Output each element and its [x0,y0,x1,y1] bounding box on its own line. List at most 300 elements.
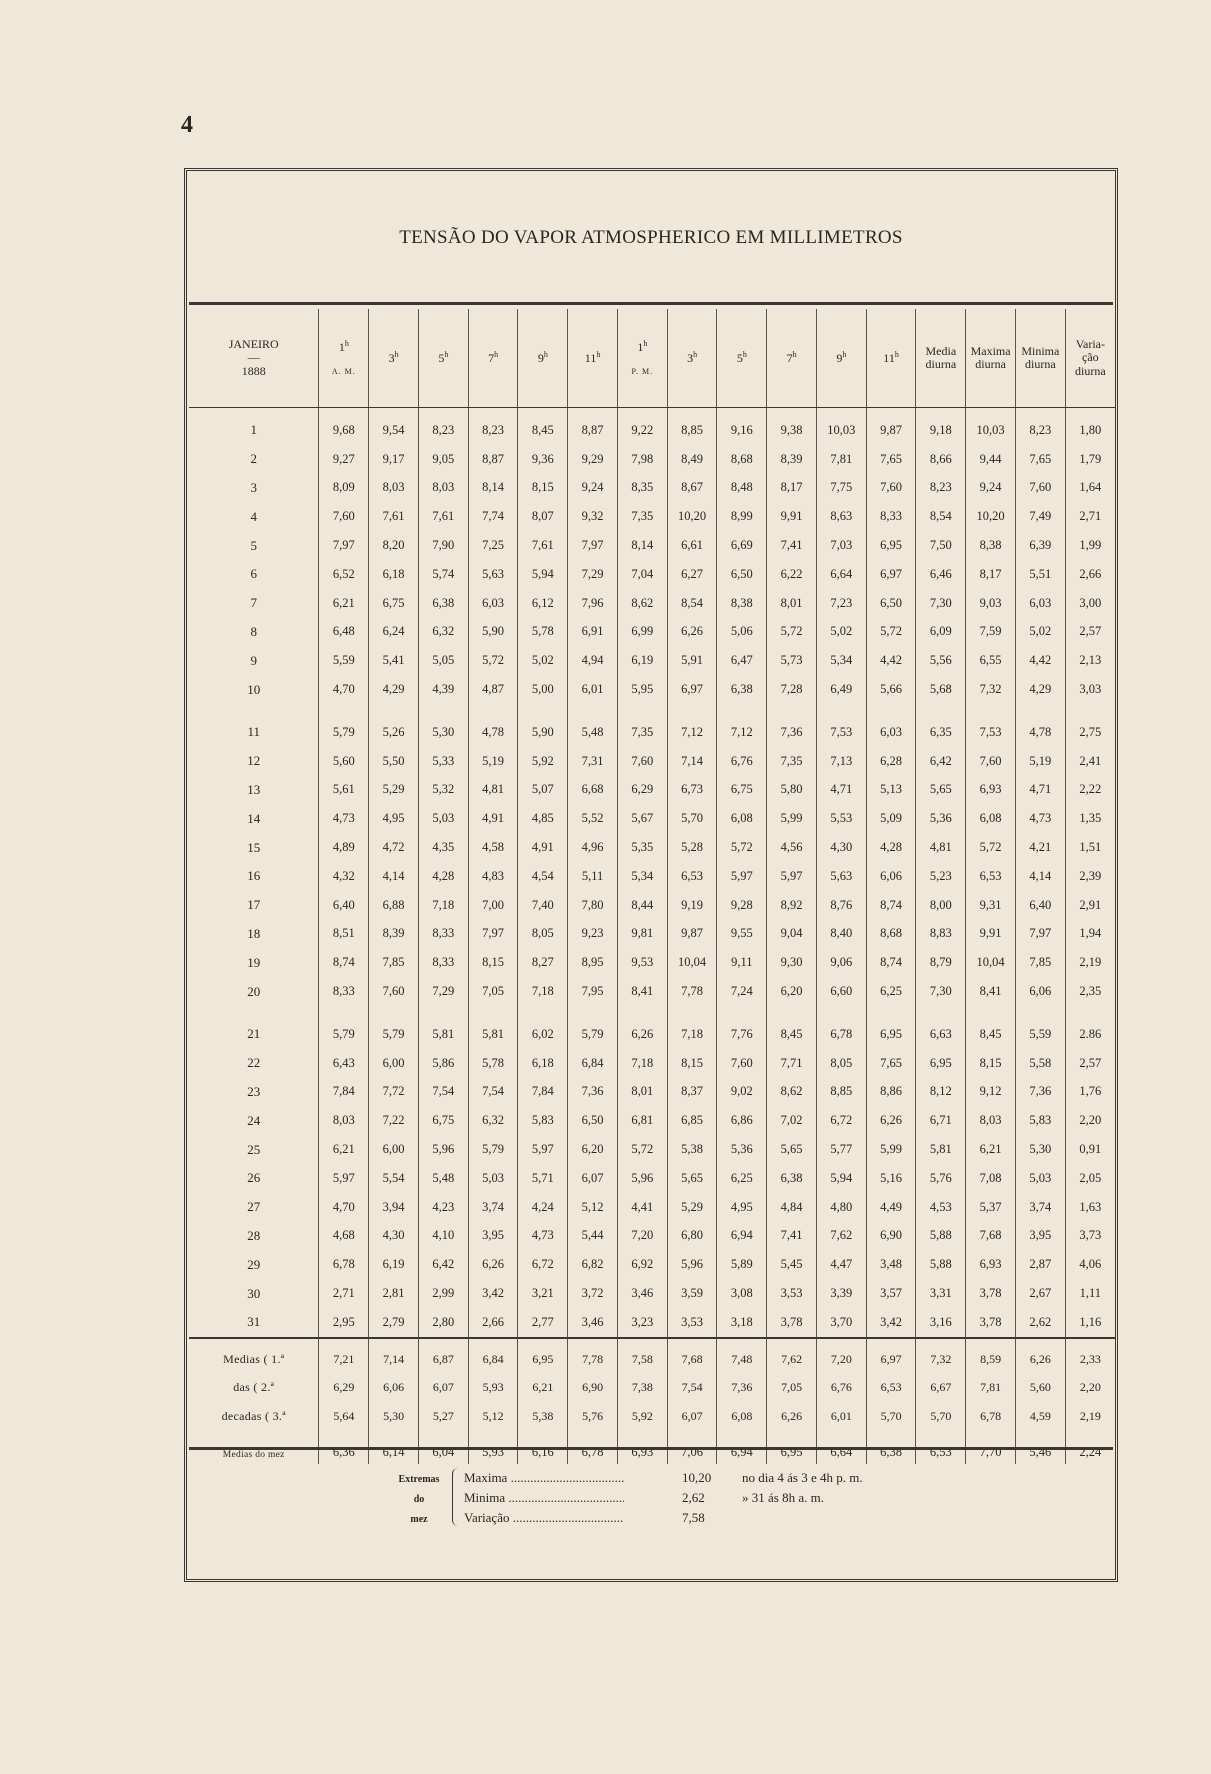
month-mean-value: 6,14 [369,1431,419,1464]
value-cell: 4,24 [518,1193,568,1222]
value-cell: 7,41 [767,1222,817,1251]
value-cell: 4,83 [468,862,518,891]
gap-cell [617,1006,667,1020]
value-cell: 1,80 [1065,408,1115,445]
decade-value-cell: 6,87 [418,1338,468,1374]
value-cell: 8,54 [916,502,966,531]
value-cell: 6,42 [418,1250,468,1279]
value-cell: 1,76 [1065,1078,1115,1107]
value-cell: 5,78 [518,618,568,647]
month-mean-value: 6,04 [418,1431,468,1464]
value-cell: 6,06 [866,862,916,891]
gap-cell [617,704,667,718]
value-cell: 5,03 [468,1164,518,1193]
value-cell: 6,53 [966,862,1016,891]
value-cell: 5,44 [568,1222,618,1251]
value-cell: 7,20 [617,1222,667,1251]
table-row [189,675,1115,704]
value-cell: 7,14 [667,747,717,776]
value-cell: 6,69 [717,531,767,560]
value-cell: 7,95 [568,977,618,1006]
decade-label-cell: decadas ( 3.ª [221,1409,286,1424]
value-cell: 4,73 [319,804,369,833]
value-cell: 6,32 [468,1106,518,1135]
value-cell: 4,42 [866,646,916,675]
value-cell: 4,54 [518,862,568,891]
value-cell: 8,86 [866,1078,916,1107]
value-cell: 3,59 [667,1279,717,1308]
value-cell: 5,45 [767,1250,817,1279]
value-cell: 4,56 [767,833,817,862]
decade-value-cell: 7,54 [667,1374,717,1403]
table-row [189,560,1115,589]
value-cell: 5,99 [866,1135,916,1164]
value-cell: 8,45 [518,408,568,445]
hour-suffix: h [693,349,698,359]
table-row [189,948,1115,977]
value-cell: 8,38 [717,589,767,618]
decade-value-cell: 2,20 [1065,1374,1115,1403]
hour-number: 5 [438,350,445,365]
value-cell: 5,32 [418,776,468,805]
value-cell: 6,84 [568,1049,618,1078]
value-cell: 8,12 [916,1078,966,1107]
variacao-diurna-header [1065,309,1115,408]
table-row [189,977,1115,1006]
month-mean-value: 6,94 [717,1431,767,1464]
value-cell: 8,03 [319,1106,369,1135]
value-cell: 6,35 [916,718,966,747]
day-cell: 11 [247,724,260,740]
value-cell: 7,08 [966,1164,1016,1193]
month-mean-value: 6,53 [916,1431,966,1464]
value-cell: 9,11 [717,948,767,977]
value-cell: 5,37 [966,1193,1016,1222]
value-cell: 9,53 [617,948,667,977]
extreme-variacao-row [464,1508,705,1528]
value-cell: 2,57 [1065,618,1115,647]
day-cell: 9 [250,652,257,668]
gap-cell [866,1006,916,1020]
value-cell: 8,14 [617,531,667,560]
value-cell: 8,15 [667,1049,717,1078]
value-cell: 8,67 [667,474,717,503]
value-cell: 2,13 [1065,646,1115,675]
value-cell: 7,90 [418,531,468,560]
decade-mean-row [189,1374,1115,1403]
value-cell: 7,97 [568,531,618,560]
decade-value-cell: 7,14 [369,1338,419,1374]
day-cell: 18 [247,925,261,941]
value-cell: 6,21 [319,1135,369,1164]
value-cell: 1,51 [1065,833,1115,862]
value-cell: 6,72 [518,1250,568,1279]
value-cell: 7,68 [966,1222,1016,1251]
value-cell: 9,18 [916,408,966,445]
value-cell: 5,28 [667,833,717,862]
value-cell: 2.86 [1065,1020,1115,1049]
value-cell: 4,30 [816,833,866,862]
value-cell: 6,26 [866,1106,916,1135]
value-cell: 7,49 [1015,502,1065,531]
value-cell: 3,48 [866,1250,916,1279]
table-row [189,1279,1115,1308]
value-cell: 4,32 [319,862,369,891]
value-cell: 5,72 [966,833,1016,862]
value-cell: 9,55 [717,920,767,949]
value-cell: 5,79 [319,718,369,747]
day-cell: 24 [247,1112,261,1128]
value-cell: 7,65 [1015,445,1065,474]
day-cell: 4 [250,508,257,524]
hour-suffix: h [344,338,349,348]
decade-ordinal: 2.ª [261,1380,275,1395]
value-cell: 5,38 [667,1135,717,1164]
hour-suffix: h [792,349,797,359]
day-cell: 21 [247,1026,261,1042]
month-mean-value: 6,38 [866,1431,916,1464]
value-cell: 8,39 [767,445,817,474]
value-cell: 9,31 [966,891,1016,920]
value-cell: 5,72 [468,646,518,675]
table-body [189,408,1115,1464]
decade-value-cell: 7,58 [617,1338,667,1374]
hour-header [816,309,866,408]
minima-header-line: Minima [1021,343,1060,358]
day-cell: 15 [247,839,261,855]
day-cell: 8 [250,623,257,639]
value-cell: 6,85 [667,1106,717,1135]
value-cell: 8,74 [866,948,916,977]
value-cell: 4,84 [767,1193,817,1222]
value-cell: 6,75 [418,1106,468,1135]
month-mean-value: 5,46 [1015,1431,1065,1464]
value-cell: 6,20 [767,977,817,1006]
value-cell: 3,78 [966,1308,1016,1338]
value-cell: 5,94 [816,1164,866,1193]
value-cell: 8,68 [717,445,767,474]
table-row [189,833,1115,862]
value-cell: 6,18 [369,560,419,589]
value-cell: 9,81 [617,920,667,949]
value-cell: 6,25 [866,977,916,1006]
value-cell: 6,20 [568,1135,618,1164]
value-cell: 2,95 [319,1308,369,1338]
decade-label-cell: Medias ( 1.ª [189,1338,319,1374]
value-cell: 5,23 [916,862,966,891]
decade-label-text: das [233,1380,251,1395]
gap-cell [717,1006,767,1020]
value-cell: 7,24 [717,977,767,1006]
value-cell: 8,66 [916,445,966,474]
value-cell: 5,06 [717,618,767,647]
value-cell: 5,59 [1015,1020,1065,1049]
value-cell: 8,03 [418,474,468,503]
value-cell: 7,60 [617,747,667,776]
value-cell: 9,38 [767,408,817,445]
extremes-label [389,1470,449,1530]
value-cell: 4,96 [568,833,618,862]
value-cell: 6,38 [767,1164,817,1193]
am-label: A. M. [331,366,356,376]
month-mean-value: 6,36 [319,1431,369,1464]
value-cell: 6,94 [717,1222,767,1251]
value-cell: 8,40 [816,920,866,949]
value-cell: 8,00 [916,891,966,920]
hour-header [369,309,419,408]
value-cell: 6,50 [866,589,916,618]
value-cell: 5,03 [1015,1164,1065,1193]
value-cell: 6,71 [916,1106,966,1135]
value-cell: 4,73 [518,1222,568,1251]
table-row [189,776,1115,805]
decade-value-cell: 7,20 [816,1338,866,1374]
value-cell: 6,02 [518,1020,568,1049]
value-cell: 5,11 [568,862,618,891]
day-cell: 13 [247,781,261,797]
value-cell: 8,68 [866,920,916,949]
value-cell: 5,81 [916,1135,966,1164]
value-cell: 6,22 [767,560,817,589]
value-cell: 3,39 [816,1279,866,1308]
month-mean-value: 7,70 [966,1431,1016,1464]
gap-cell [866,704,916,718]
decade-value-cell: 6,53 [866,1374,916,1403]
value-cell: 7,35 [767,747,817,776]
value-cell: 9,29 [568,445,618,474]
value-cell: 4,10 [418,1222,468,1251]
value-cell: 7,61 [369,502,419,531]
value-cell: 8,54 [667,589,717,618]
decade-value-cell: 6,78 [966,1402,1016,1431]
value-cell: 7,78 [667,977,717,1006]
year-label: 1888 [241,363,266,378]
value-cell: 6,03 [1015,589,1065,618]
day-cell: 20 [247,983,261,999]
value-cell: 5,36 [916,804,966,833]
table-row [189,1106,1115,1135]
value-cell: 5,65 [667,1164,717,1193]
value-cell: 7,61 [518,531,568,560]
hour-header [866,309,916,408]
media-diurna-header [916,309,966,408]
value-cell: 2,99 [418,1279,468,1308]
value-cell: 7,36 [1015,1078,1065,1107]
value-cell: 6,90 [866,1222,916,1251]
value-cell: 5,67 [617,804,667,833]
value-cell: 5,80 [767,776,817,805]
table-row [189,891,1115,920]
value-cell: 5,89 [717,1250,767,1279]
table-row [189,618,1115,647]
value-cell: 6,08 [966,804,1016,833]
table-row [189,1222,1115,1251]
decade-value-cell: 5,64 [319,1402,369,1431]
value-cell: 7,62 [816,1222,866,1251]
value-cell: 8,01 [767,589,817,618]
value-cell: 5,65 [767,1135,817,1164]
value-cell: 8,23 [418,408,468,445]
value-cell: 6,42 [916,747,966,776]
value-cell: 2,71 [1065,502,1115,531]
value-cell: 7,18 [518,977,568,1006]
pm-label: P. M. [631,366,654,376]
value-cell: 9,30 [767,948,817,977]
decade-value-cell: 6,07 [667,1402,717,1431]
gap-cell [518,704,568,718]
value-cell: 8,15 [468,948,518,977]
value-cell: 7,36 [568,1078,618,1107]
value-cell: 4,71 [816,776,866,805]
decade-value-cell: 7,21 [319,1338,369,1374]
extremes-label-line-3: mez [410,1514,428,1525]
value-cell: 5,79 [369,1020,419,1049]
value-cell: 9,27 [319,445,369,474]
value-cell: 3,95 [468,1222,518,1251]
value-cell: 5,94 [518,560,568,589]
value-cell: 6,92 [617,1250,667,1279]
gap-cell [468,704,518,718]
value-cell: 4,29 [369,675,419,704]
value-cell: 3,94 [369,1193,419,1222]
value-cell: 6,40 [319,891,369,920]
value-cell: 7,54 [468,1078,518,1107]
value-cell: 5,60 [319,747,369,776]
value-cell: 5,41 [369,646,419,675]
value-cell: 4,72 [369,833,419,862]
value-cell: 6,46 [916,560,966,589]
value-cell: 5,30 [418,718,468,747]
value-cell: 7,72 [369,1078,419,1107]
month-mean-value: 6,93 [617,1431,667,1464]
value-cell: 7,98 [617,445,667,474]
value-cell: 5,83 [518,1106,568,1135]
value-cell: 4,29 [1015,675,1065,704]
table-row [189,445,1115,474]
table-row [189,646,1115,675]
value-cell: 2,66 [468,1308,518,1338]
table-row [189,502,1115,531]
value-cell: 8,03 [966,1106,1016,1135]
value-cell: 5,99 [767,804,817,833]
day-cell: 25 [247,1141,261,1157]
value-cell: 6,32 [418,618,468,647]
table-header [189,309,1115,408]
value-cell: 9,04 [767,920,817,949]
value-cell: 5,07 [518,776,568,805]
hour-number: 7 [488,350,495,365]
value-cell: 6,09 [916,618,966,647]
value-cell: 7,04 [617,560,667,589]
value-cell: 3,53 [667,1308,717,1338]
value-cell: 3,73 [1065,1222,1115,1251]
hour-number: 9 [836,350,843,365]
value-cell: 5,16 [866,1164,916,1193]
value-cell: 7,60 [866,474,916,503]
value-cell: 7,50 [916,531,966,560]
value-cell: 5,88 [916,1222,966,1251]
value-cell: 8,17 [767,474,817,503]
value-cell: 9,44 [966,445,1016,474]
value-cell: 5,73 [767,646,817,675]
day-cell: 19 [247,954,261,970]
value-cell: 8,45 [966,1020,1016,1049]
value-cell: 2,66 [1065,560,1115,589]
value-cell: 7,84 [518,1078,568,1107]
value-cell: 8,76 [816,891,866,920]
decade-value-cell: 6,90 [568,1374,618,1403]
value-cell: 8,45 [767,1020,817,1049]
value-cell: 9,06 [816,948,866,977]
value-cell: 7,29 [568,560,618,589]
extremes-label-line-2: do [413,1494,425,1505]
value-cell: 8,79 [916,948,966,977]
decade-label-text: decadas [221,1409,262,1424]
hour-suffix: h [444,349,449,359]
maxima-diurna-header [966,309,1016,408]
hour-number: 3 [687,350,694,365]
hour-header [717,309,767,408]
day-cell: 27 [247,1199,261,1215]
value-cell: 5,02 [816,618,866,647]
value-cell: 5,36 [717,1135,767,1164]
value-cell: 6,99 [617,618,667,647]
value-cell: 10,20 [667,502,717,531]
variacao-header-line: ção [1082,350,1099,365]
title-rule [189,302,1113,305]
value-cell: 7,84 [319,1078,369,1107]
value-cell: 5,33 [418,747,468,776]
value-cell: 7,61 [418,502,468,531]
value-cell: 8,33 [418,948,468,977]
value-cell: 9,17 [369,445,419,474]
day-cell: 14 [247,810,261,826]
value-cell: 5,91 [667,646,717,675]
day-cell: 29 [247,1256,261,1272]
value-cell: 0,91 [1065,1135,1115,1164]
value-cell: 5,56 [916,646,966,675]
value-cell: 2,91 [1065,891,1115,920]
value-cell: 3,57 [866,1279,916,1308]
value-cell: 6,86 [717,1106,767,1135]
media-header-line: Media [925,343,957,358]
value-cell: 5,76 [916,1164,966,1193]
value-cell: 3,03 [1065,675,1115,704]
value-cell: 5,48 [418,1164,468,1193]
value-cell: 3,95 [1015,1222,1065,1251]
value-cell: 6,28 [866,747,916,776]
gap-cell [319,1006,369,1020]
decade-value-cell: 5,60 [1015,1374,1065,1403]
value-cell: 7,13 [816,747,866,776]
month-mean-value: 6,64 [816,1431,866,1464]
hour-header [518,309,568,408]
gap-cell [1065,704,1115,718]
minima-header-line: diurna [1025,357,1056,371]
gap-cell [1015,1006,1065,1020]
gap-cell [966,1006,1016,1020]
value-cell: 8,74 [866,891,916,920]
day-cell: 7 [250,595,257,611]
value-cell: 6,93 [966,1250,1016,1279]
value-cell: 1,94 [1065,920,1115,949]
hour-header [617,309,667,408]
value-cell: 4,71 [1015,776,1065,805]
month-mean-value: 7,06 [667,1431,717,1464]
value-cell: 6,50 [717,560,767,589]
value-cell: 10,04 [667,948,717,977]
value-cell: 4,30 [369,1222,419,1251]
